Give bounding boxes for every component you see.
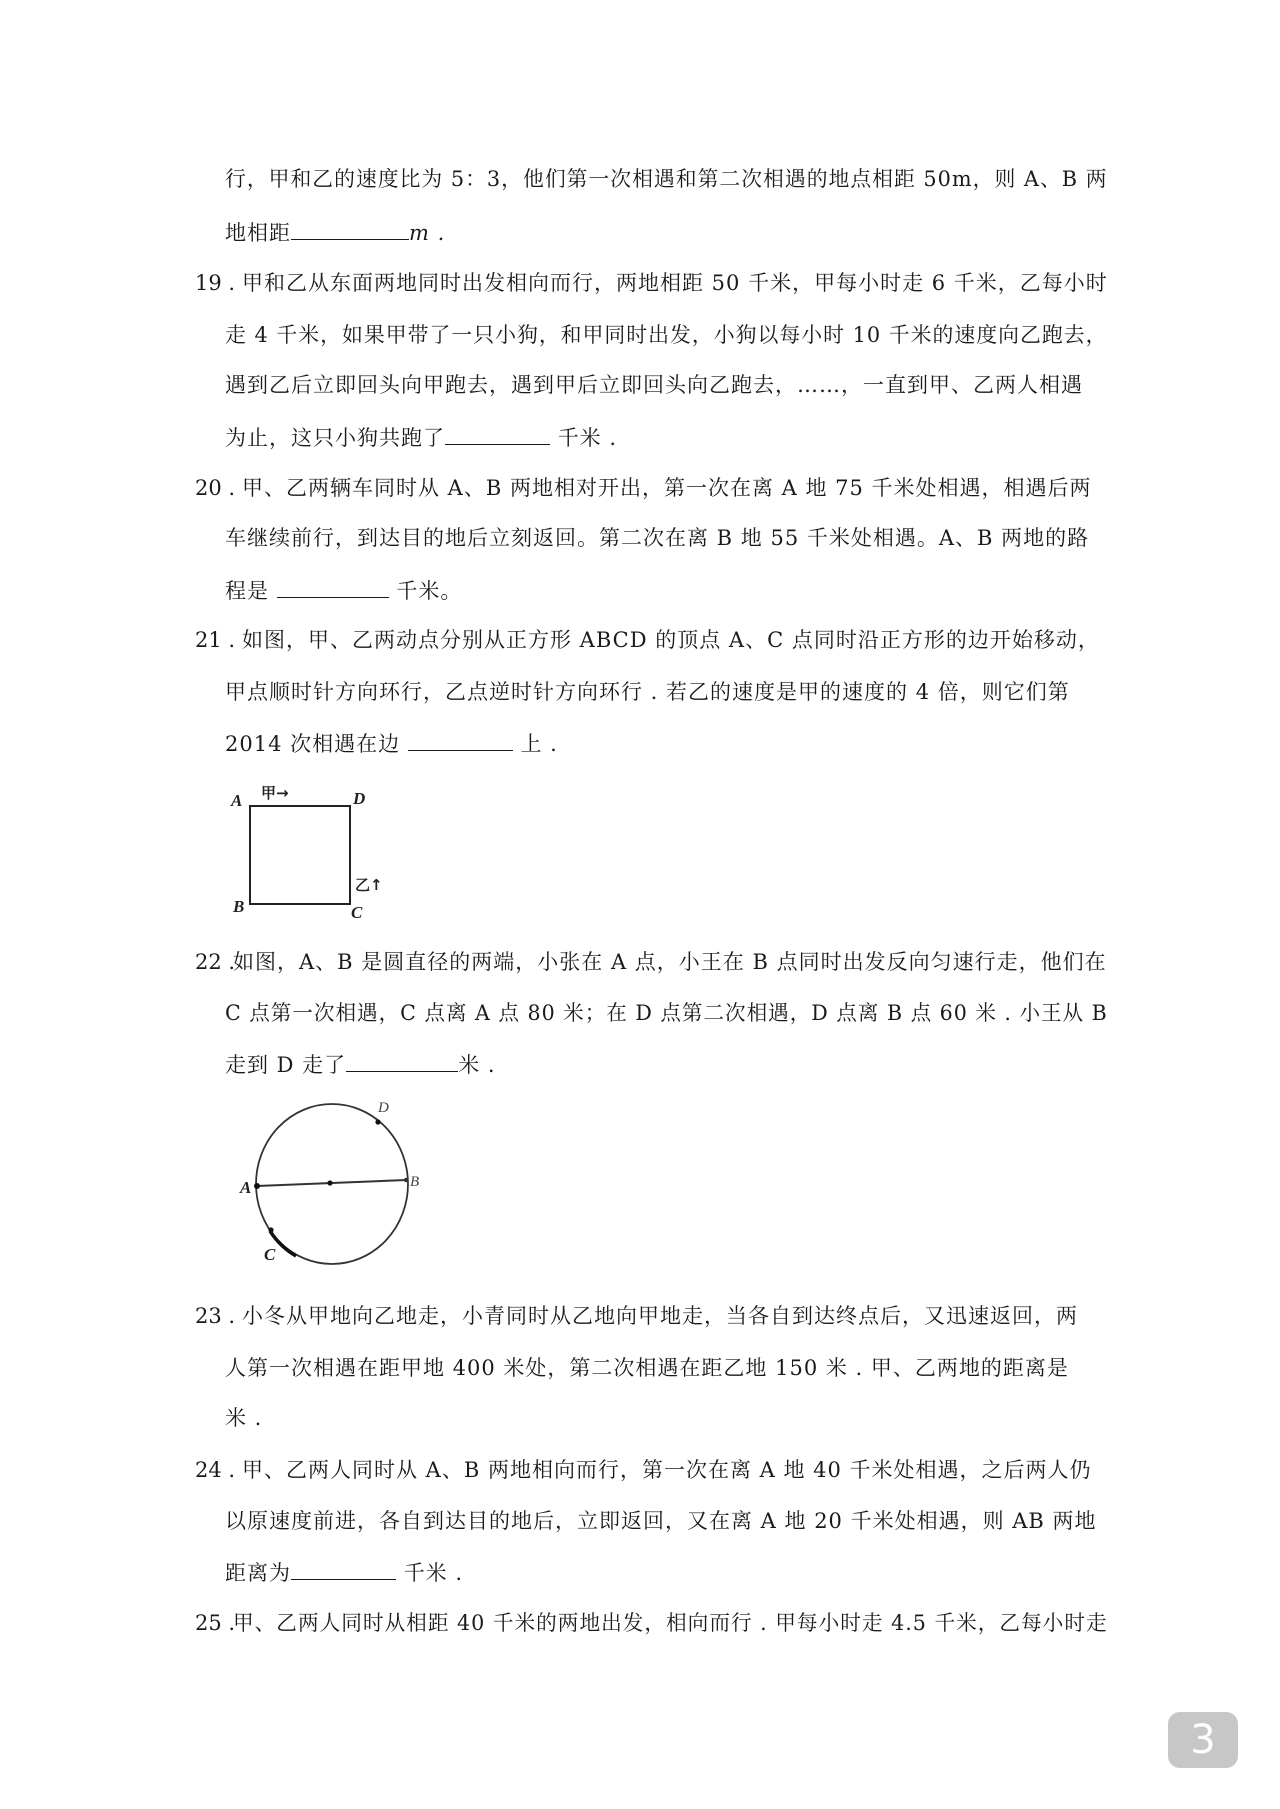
circle-center-point (327, 1180, 332, 1185)
q21-line-2: 甲点顺时针方向环行，乙点逆时针方向环行 . 若乙的速度是甲的速度的 4 倍，则它们第 (225, 680, 1070, 704)
q20-number: 20 . (195, 476, 236, 500)
q24-line-3-post: 千米 . (403, 1561, 464, 1585)
q18-line-2-pre: 地相距 (225, 221, 291, 245)
square-label-a: A (231, 791, 243, 810)
circle-label-d: D (378, 1100, 389, 1116)
q22-line-1: 如图，A、B 是圆直径的两端，小张在 A 点，小王在 B 点同时出发反向匀速行走，他们在 (233, 950, 1107, 974)
q21-line-3-post: 上 . (520, 732, 558, 756)
q19-line-3: 遇到乙后立即回头向甲跑去，遇到甲后立即回头向乙跑去，……，一直到甲、乙两人相遇 (225, 373, 1083, 397)
q21-line-3-pre: 2014 次相遇在边 (225, 732, 401, 756)
q20-line-3-post: 千米。 (396, 579, 463, 603)
point-d (375, 1119, 380, 1124)
q20-line-3 (225, 575, 462, 606)
q21-line-3 (225, 728, 558, 759)
q18-line-2 (225, 217, 445, 248)
square-abcd-shape (250, 806, 350, 904)
q19-answer-blank (445, 422, 550, 445)
square-label-b: B (233, 897, 245, 916)
q18-line-2-post: m . (409, 221, 446, 245)
q22-line-3 (225, 1049, 496, 1080)
q23-line-3: 米 . (225, 1406, 263, 1430)
q23-line-1: 小冬从甲地向乙地走，小青同时从乙地向甲地走，当各自到达终点后，又迅速返回，两 (242, 1304, 1078, 1328)
q24-line-1: 甲、乙两人同时从 A、B 两地相向而行，第一次在离 A 地 40 千米处相遇，之后两人仍 (242, 1458, 1092, 1482)
q24-number: 24 . (195, 1458, 236, 1482)
q20-answer-blank (277, 575, 389, 598)
q20-line-3-pre: 程是 (225, 579, 269, 603)
square-label-d: D (353, 789, 366, 808)
q19-line-4-post: 千米 . (557, 426, 618, 450)
q24-line-2: 以原速度前进，各自到达目的地后，立即返回，又在离 A 地 20 千米处相遇，则 AB 两地 (225, 1509, 1097, 1533)
q22-line-3-post: 米 . (458, 1053, 496, 1077)
q18-answer-blank (291, 217, 409, 240)
q19-line-4 (225, 422, 617, 453)
square-label-c: C (351, 903, 363, 922)
q21-line-1: 如图，甲、乙两动点分别从正方形 ABCD 的顶点 A、C 点同时沿正方形的边开始移动， (242, 628, 1100, 652)
q19-line-2: 走 4 千米，如果甲带了一只小狗，和甲同时出发，小狗以每小时 10 千米的速度向乙跑去， (225, 323, 1108, 347)
q21-square-figure (225, 778, 395, 928)
q22-number: 22 . (195, 950, 236, 974)
q24-answer-blank (291, 1557, 396, 1580)
q19-line-1: 甲和乙从东面两地同时出发相向而行，两地相距 50 千米，甲每小时走 6 千米，乙每小时 (242, 271, 1108, 295)
q24-line-3-pre: 距离为 (225, 1561, 291, 1585)
q21-number: 21 . (195, 628, 236, 652)
q20-line-2: 车继续前行，到达目的地后立刻返回。第二次在离 B 地 55 千米处相遇。A、B 两地的路 (225, 526, 1090, 550)
q18-line-1: 行，甲和乙的速度比为 5：3，他们第一次相遇和第二次相遇的地点相距 50m，则 A、B 两 (225, 167, 1108, 191)
circle-label-a: A (240, 1178, 252, 1197)
point-b (404, 1178, 408, 1182)
q24-line-3 (225, 1557, 463, 1588)
q25-line-1: 甲、乙两人同时从相距 40 千米的两地出发，相向而行 . 甲每小时走 4.5 千米，乙每小时走 (233, 1611, 1108, 1635)
q25-number: 25 . (195, 1611, 236, 1635)
q20-line-1: 甲、乙两辆车同时从 A、B 两地相对开出，第一次在离 A 地 75 千米处相遇，相遇后两 (242, 476, 1092, 500)
circle-label-c: C (264, 1245, 276, 1264)
square-label-yi-arrow: 乙↑ (355, 876, 383, 894)
q22-line-2: C 点第一次相遇，C 点离 A 点 80 米；在 D 点第二次相遇，D 点离 B 点 60 米 . 小王从 B (225, 1001, 1108, 1025)
q19-line-4-pre: 为止，这只小狗共跑了 (225, 426, 445, 450)
square-label-jia-arrow: 甲→ (261, 784, 289, 802)
q23-line-2: 人第一次相遇在距甲地 400 米处，第二次相遇在距乙地 150 米 . 甲、乙两地的距离是 (225, 1356, 1069, 1380)
q22-circle-figure (230, 1096, 420, 1276)
q22-line-3-pre: 走到 D 走了 (225, 1053, 347, 1077)
circle-label-b: B (410, 1174, 420, 1190)
point-a (254, 1183, 260, 1189)
q21-answer-blank (408, 728, 513, 751)
q22-answer-blank (346, 1049, 458, 1072)
q19-number: 19 . (195, 271, 236, 295)
point-c (268, 1227, 273, 1232)
q23-number: 23 . (195, 1304, 236, 1328)
page-number-badge: 3 (1168, 1712, 1238, 1768)
